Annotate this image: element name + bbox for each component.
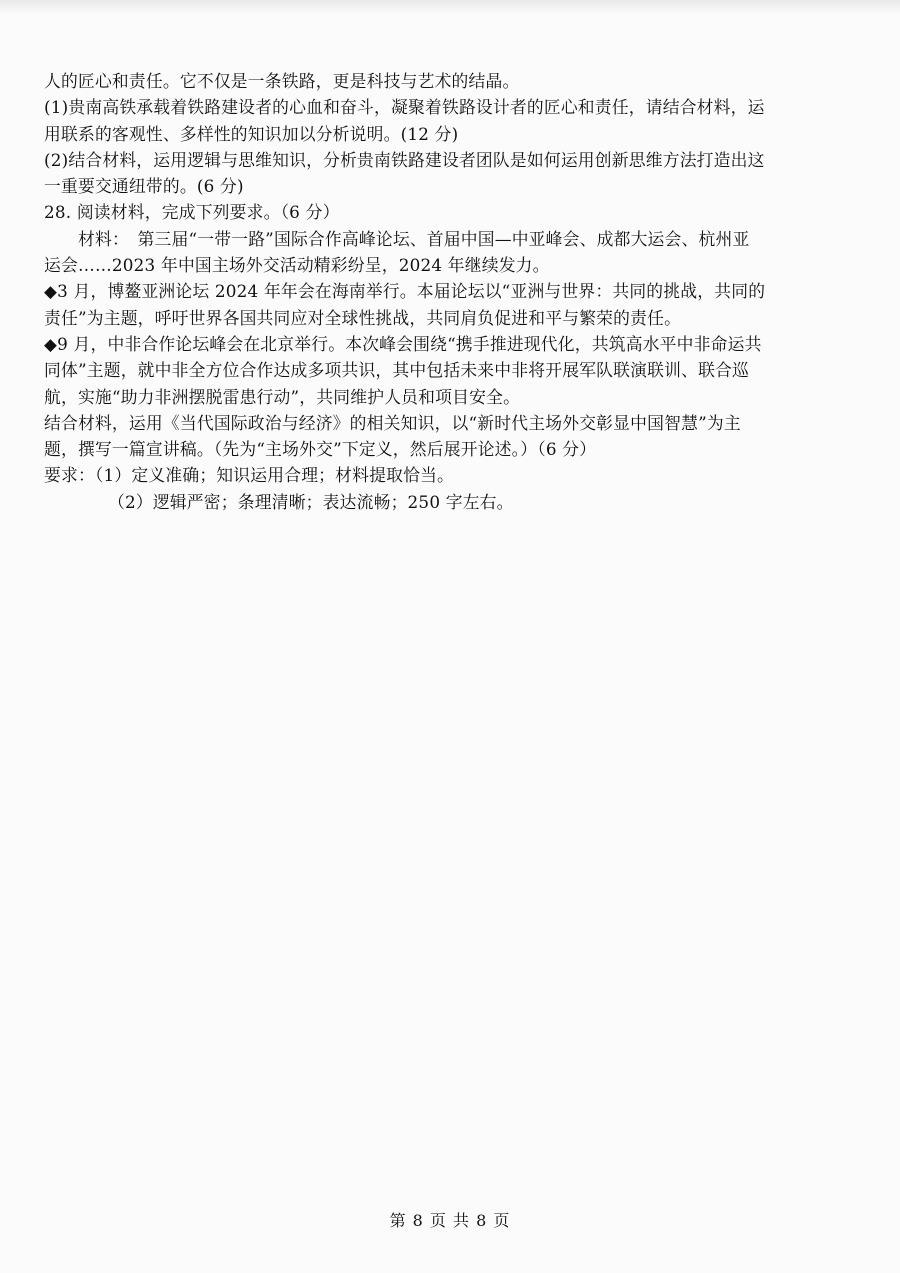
text-line: 运会……2023 年中国主场外交活动精彩纷呈，2024 年继续发力。 [44, 255, 550, 276]
text-line: 题，撰写一篇宣讲稿。（先为“主场外交”下定义，然后展开论述。）（6 分） [44, 439, 597, 460]
material-intro: 材料： 第三届“一带一路”国际合作高峰论坛、首届中国—中亚峰会、成都大运会、杭州亚 [78, 228, 750, 249]
text-line: 人的匠心和责任。它不仅是一条铁路，更是科技与艺术的结晶。 [44, 71, 520, 91]
requirement-2: （2）逻辑严密；条理清晰；表达流畅；250 字左右。 [108, 491, 514, 512]
task-instruction: 结合材料，运用《当代国际政治与经济》的相关知识，以“新时代主场外交彰显中国智慧”为主 [44, 412, 741, 433]
subquestion-2: (2)结合材料，运用逻辑与思维知识，分析贵南铁路建设者团队是如何运用创新思维方法打造出这 [44, 149, 765, 170]
material-item-september: ◆9 月，中非合作论坛峰会在北京举行。本次峰会围绕“携手推进现代化，共筑高水平中非命运共 [44, 333, 762, 354]
scan-edge-shadow [0, 0, 900, 14]
question-text [44, 68, 858, 515]
page-number: 第 8 页 共 8 页 [389, 1211, 511, 1230]
subquestion-1: (1)贵南高铁承载着铁路建设者的心血和奋斗，凝聚着铁路设计者的匠心和责任，请结合材料，运 [44, 97, 765, 118]
text-line: 责任”为主题，呼吁世界各国共同应对全球性挑战，共同肩负促进和平与繁荣的责任。 [44, 307, 682, 328]
material-item-march: ◆3 月，博鳌亚洲论坛 2024 年年会在海南举行。本届论坛以“亚洲与世界：共同的挑战，共同的 [44, 281, 766, 302]
text-line: 一重要交通纽带的。(6 分) [44, 176, 244, 197]
text-line: 用联系的客观性、多样性的知识加以分析说明。(12 分) [44, 123, 459, 144]
requirement-1: 要求：（1）定义准确；知识运用合理；材料提取恰当。 [44, 465, 455, 486]
question-28-title: 28. 阅读材料，完成下列要求。（6 分） [44, 202, 340, 223]
text-line: 同体”主题，就中非全方位合作达成多项共识，其中包括未来中非将开展军队联演联训、联合巡 [44, 360, 750, 381]
text-line: 航，实施“助力非洲摆脱雷患行动”，共同维护人员和项目安全。 [44, 386, 521, 407]
